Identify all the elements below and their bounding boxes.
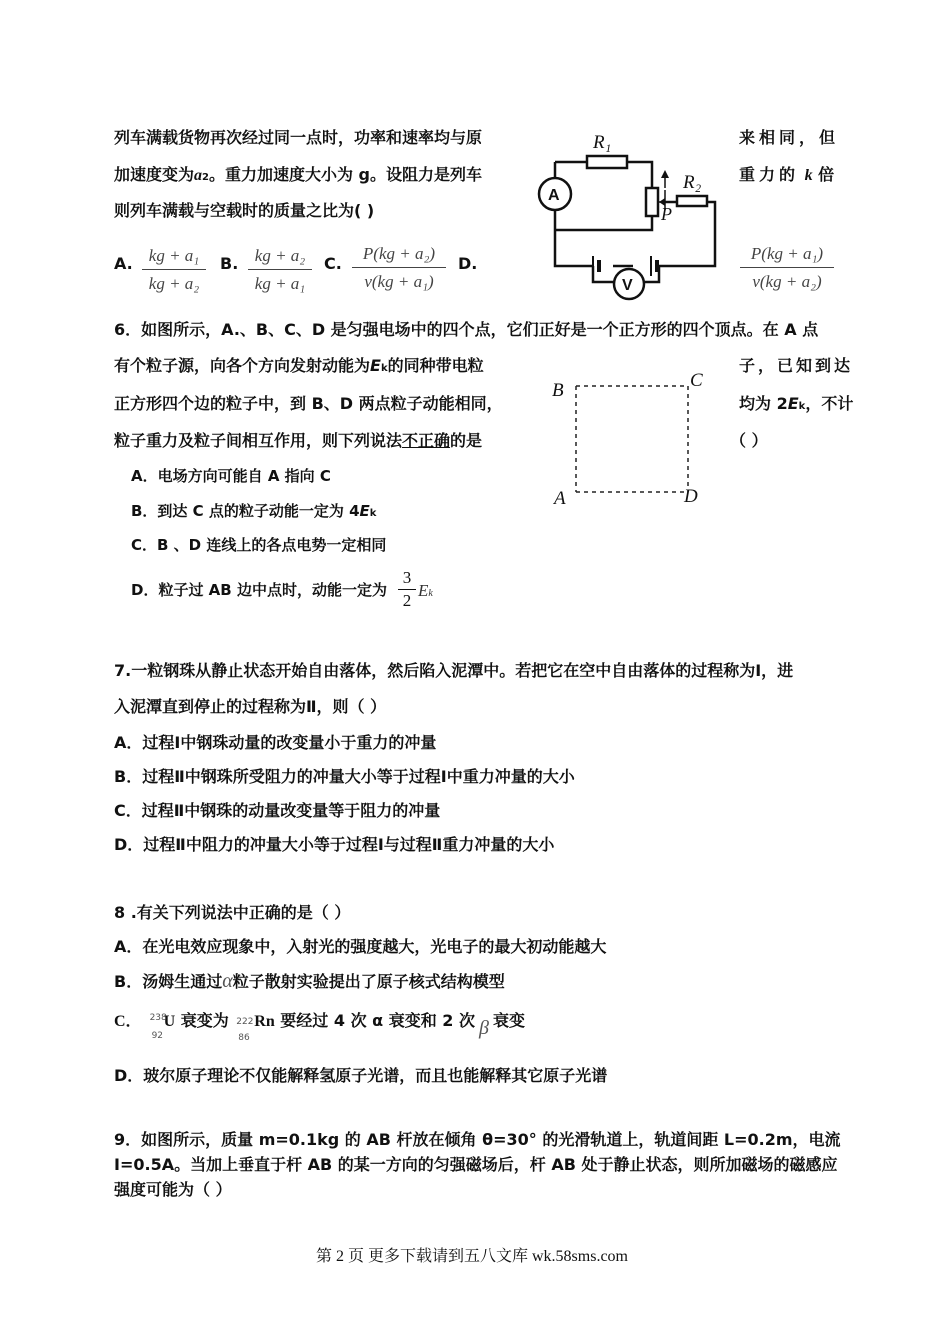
q6-line1: 6．如图所示，A.、B、C、D 是匀强电场中的四个点，它们正好是一个正方形的四个顶点。在 A 点 xyxy=(114,320,819,339)
q5-line3: 则列车满载与空载时的质量之比为( ) xyxy=(114,201,375,220)
q6-line3-right: 均为 2Ek，不计 xyxy=(739,394,854,413)
q5-option-c-label: C. xyxy=(324,254,342,273)
q5-option-d-fraction: P(kg + a₁) v(kg + a₂) xyxy=(740,244,834,292)
q6-option-a: A．电场方向可能自 A 指向 C xyxy=(131,467,331,485)
q7-option-c: C．过程Ⅱ中钢珠的动量改变量等于阻力的冲量 xyxy=(114,801,441,820)
q6-option-d: D．粒子过 AB 边中点时，动能一定为 xyxy=(131,581,387,599)
q5-option-d-label: D. xyxy=(458,254,478,273)
q8-line1: 8 .有关下列说法中正确的是（ ） xyxy=(114,903,351,922)
q8-option-a: A．在光电效应现象中，入射光的强度越大，光电子的最大初动能越大 xyxy=(114,937,607,956)
vertex-a-label: A xyxy=(554,488,566,509)
q6-line4-left: 粒子重力及粒子间相互作用，则下列说法不正确的是 xyxy=(114,431,483,450)
q5-line1-left: 列车满载货物再次经过同一点时，功率和速率均与原 xyxy=(114,128,483,147)
q5-option-a-fraction: kg + a₁ kg + a₂ xyxy=(142,246,206,294)
q7-option-b: B．过程Ⅱ中钢珠所受阻力的冲量大小等于过程Ⅰ中重力冲量的大小 xyxy=(114,767,575,786)
q7-line1: 7.一粒钢珠从静止状态开始自由落体，然后陷入泥潭中。若把它在空中自由落体的过程称为Ⅰ，进 xyxy=(114,661,794,680)
q5-line2-right: 重力的 k 倍 xyxy=(739,165,835,184)
r1-resistor xyxy=(587,156,627,168)
q8-option-b: B．汤姆生通过α粒子散射实验提出了原子核式结构模型 xyxy=(114,970,505,992)
q6-line3-left: 正方形四个边的粒子中，到 B、D 两点粒子动能相同， xyxy=(114,394,503,413)
slider-p-label: P xyxy=(661,204,672,224)
q6-option-d-fraction: 3 2 xyxy=(398,568,416,611)
q9-line3: 强度可能为（ ） xyxy=(114,1180,232,1199)
q6-line4-right: （ ） xyxy=(730,431,768,450)
q5-option-b-label: B. xyxy=(220,254,239,273)
q9-line2: I=0.5A。当加上垂直于杆 AB 的某一方向的匀强磁场后，杆 AB 处于静止状态，则所加磁场的磁感应 xyxy=(114,1155,838,1174)
q6-option-b: B．到达 C 点的粒子动能一定为 4Ek xyxy=(131,502,377,520)
vertex-b-label: B xyxy=(552,380,564,401)
vertex-d-label: D xyxy=(684,486,698,507)
q5-option-b-fraction: kg + a₂ kg + a₁ xyxy=(248,246,312,294)
q8-option-c: C． 238 92 U 衰变为 222 86 Rn 要经过 4 次 α 衰变和 2 次 β 衰变 xyxy=(114,1011,525,1043)
r1-label: R₁ xyxy=(593,132,612,153)
q9-line1: 9．如图所示，质量 m=0.1kg 的 AB 杆放在倾角 θ=30° 的光滑轨道上，轨道间距 L=0.2m，电流 xyxy=(114,1130,841,1149)
r2-resistor xyxy=(677,196,707,206)
q6-option-d-ek: Ek xyxy=(418,581,433,600)
q6-line2-left: 有个粒子源，向各个方向发射动能为Ek的同种带电粒 xyxy=(114,356,484,375)
q6-line2-right: 子，已知到达 xyxy=(739,356,854,375)
r2-label: R₂ xyxy=(683,172,702,193)
q5-option-c-fraction: P(kg + a₂) v(kg + a₁) xyxy=(352,244,446,292)
battery-2 xyxy=(651,256,657,276)
q6-square-diagram xyxy=(550,368,715,508)
q5-line1-right: 来相同，但 xyxy=(739,128,840,147)
q8-option-d: D．玻尔原子理论不仅能解释氢原子光谱，而且也能解释其它原子光谱 xyxy=(114,1066,608,1085)
q7-line2: 入泥潭直到停止的过程称为Ⅱ，则（ ） xyxy=(114,697,387,716)
q6-option-c: C．B 、D 连线上的各点电势一定相同 xyxy=(131,536,387,554)
r2-rheostat xyxy=(646,188,658,216)
ammeter-label: A xyxy=(548,187,560,204)
q5-circuit-diagram xyxy=(535,130,725,305)
q7-option-a: A．过程Ⅰ中钢珠动量的改变量小于重力的冲量 xyxy=(114,733,437,752)
voltmeter-label: V xyxy=(622,277,633,294)
q7-option-d: D．过程Ⅱ中阻力的冲量大小等于过程Ⅰ与过程Ⅱ重力冲量的大小 xyxy=(114,835,555,854)
page-footer: 第 2 页 更多下载请到五八文库 wk.58sms.com xyxy=(316,1248,629,1265)
q5-option-a-label: A. xyxy=(114,254,133,273)
battery-1 xyxy=(593,256,599,276)
q5-line2-left: 加速度变为a2。重力加速度大小为 g。设阻力是列车 xyxy=(114,165,483,184)
vertex-c-label: C xyxy=(690,370,703,391)
